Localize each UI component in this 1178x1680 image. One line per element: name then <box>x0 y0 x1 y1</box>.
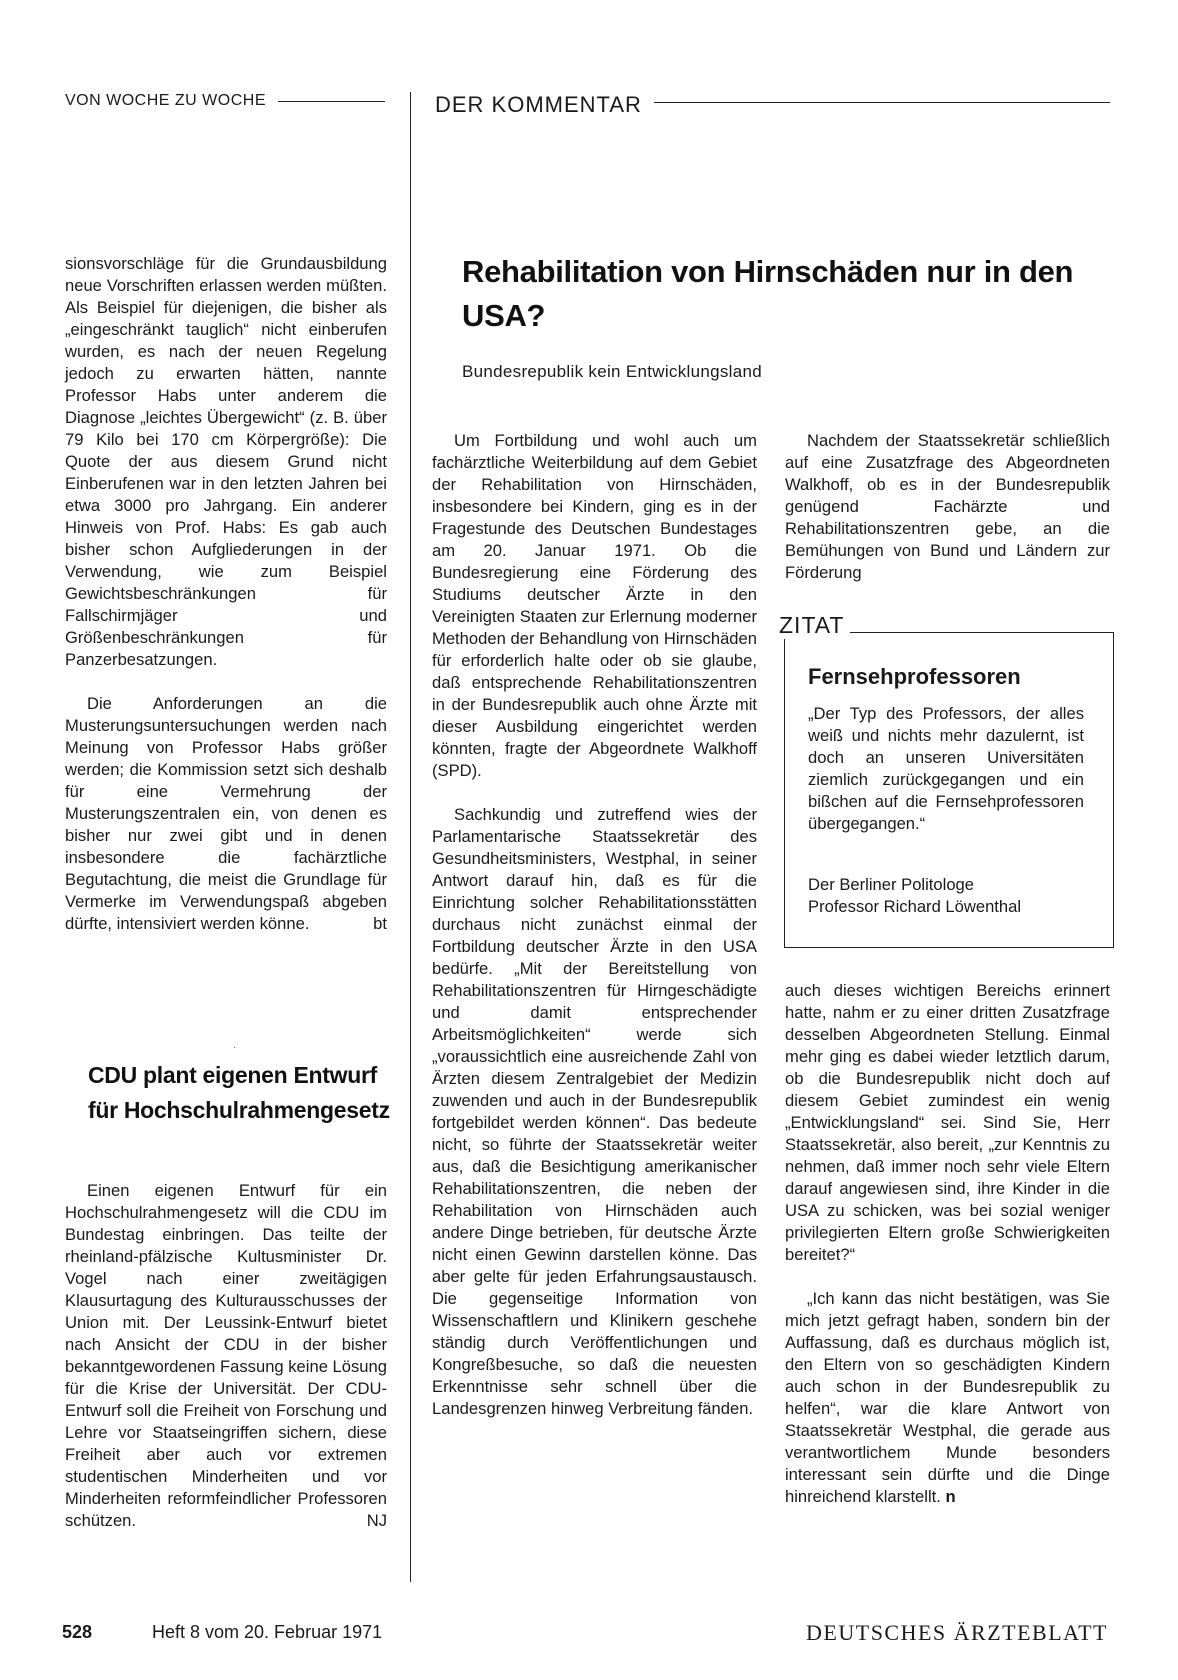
header-rule-left <box>278 101 385 102</box>
paragraph-left-1: sionsvorschläge für die Grundausbildung neue Vorschriften erlassen werden müßten. Als Beispiel für diejenigen, die bisher als „eingeschränkt tauglich“ nicht einberufen wurden, es nach der neuen Regelung jedoch zu erwarten hätten, nannte Professor Habs unter anderem die Diagnose „leichtes Übergewicht“ (z. B. über 79 Kilo bei 170 cm Körpergröße): Die Quote der aus diesem Grund nicht Einberufenen war in den letzten Jahren bei etwa 3000 pro Jahrgang. Ein anderer Hinweis von Prof. Habs: Es gab auch bisher schon Aufgliederungen in der Verwendung, wie zum Beispiel Gewichtsbeschränkungen für Fallschirmjäger und Größenbeschränkungen für Panzerbesatzungen. <box>65 254 387 669</box>
article-paragraph-5 <box>785 1288 1110 1508</box>
article-paragraph-2: Sachkundig und zutreffend wies der Parlamentarische Staatssekretär des Gesundheitsministers, Westphal, in seiner Antwort darauf hin, daß es für die Einrichtung solcher Rehabilitationsstätten durchaus nicht zunächst einmal der Fortbildung deutscher Ärzte in den USA bedürfe. „Mit der Bereitstellung von Rehabilitationszentren für Hirngeschädigte und damit entsprechender Arbeitsmöglichkeiten“ werde sich „voraussichtlich eine ausreichende Zahl von Ärzten diesem Zentralgebiet der Medizin zuwenden und auch in der Bundesrepublik fortgebildet werden können“. Das bedeute nicht, so führte der Staatssekretär weiter aus, daß die Besichtigung amerikanischer Rehabilitationszentren, die neben der Rehabilitation von Hirnschäden auch andere Dinge betrieben, für deutsche Ärzte nicht einen Gewinn darstellen könne. Das aber gelte für jeden Erfahrungsaustausch. Die gegenseitige Information von Wissenschaftlern und Klinikern geschehe ständig durch Veröffentlichungen und Kongreßbesuche, so daß die neuesten Erkenntnisse sehr schnell über die Landesgrenzen hinweg Verbreitung fänden. <box>432 805 757 1418</box>
footer-page-number: 528 <box>62 1622 93 1642</box>
section-header-right <box>435 92 1110 118</box>
article-paragraph-1: Um Fortbildung und wohl auch um fachärztliche Weiterbildung auf dem Gebiet der Rehabilitation von Hirnschäden, insbesondere bei Kindern, ging es in der Fragestunde des Deutschen Bundestages am 20. Januar 1971. Ob die Bundesregierung eine Förderung des Studiums deutscher Ärzte in den Vereinigten Staaten zur Erlernung moderner Methoden der Behandlung von Hirnschäden für erforderlich halte oder ob sie glaube, daß entsprechende Rehabilitationszentren in der Bundesrepublik auch ohne Ärzte mit dieser Ausbildung eingerichtet werden könnten, fragte der Abgeordnete Walkhoff (SPD). <box>432 431 757 780</box>
paragraph-left-2-text: Die Anforderungen an die Musterungsuntersuchungen werden nach Meinung von Professor Habs größer werden; die Kommission setzt sich deshalb für eine Vermehrung der Musterungszentralen ein, von denen es bisher nur zwei gibt und in denen insbesondere die fachärztliche Begutachtung, die meist die Grundlage für Vermerke im Verwendungspaß abgeben dürfte, intensiviert werden könne. <box>65 694 387 933</box>
article-column-right-bottom <box>785 980 1110 1508</box>
zitat-author <box>808 874 1098 918</box>
footer-journal-name: DEUTSCHES ÄRZTEBLATT <box>806 1620 1108 1645</box>
article-subtitle: Bundesrepublik kein Entwicklungsland <box>462 362 762 381</box>
left-column-continued <box>65 253 387 935</box>
article-column-middle <box>432 430 757 1420</box>
zitat-author-line-1: Der Berliner Politologe <box>808 875 975 894</box>
stray-mark: · <box>233 1042 237 1053</box>
end-mark: n <box>945 1487 956 1506</box>
article-paragraph-3: Nachdem der Staatssekretär schließlich auf eine Zusatzfrage des Abgeordneten Walkhoff, ob es in der Bundesrepublik genügend Fachärzte und Rehabilitationszentren gebe, an die Bemühungen von Bund und Ländern zur Förderung <box>785 431 1110 582</box>
article-paragraph-4: auch dieses wichtigen Bereichs erinnert hatte, nahm er zu einer dritten Zusatzfrage desselben Abgeordneten Stellung. Einmal mehr ging es dabei wieder letztlich darum, ob die Bundesrepublik nicht doch auf diesem Gebiet zumindest ein wenig „Entwicklungsland“ sei. Sind Sie, Herr Staatssekretär, also bereit, „zur Kenntnis zu nehmen, daß immer noch sehr viele Eltern darauf angewiesen sind, ihre Kinder in die USA zu schicken, was bei sozial weniger privilegierten Eltern große Schwierigkeiten bereitet?“ <box>785 981 1110 1264</box>
section-label-kommentar: DER KOMMENTAR <box>435 92 642 117</box>
zitat-label: ZITAT <box>775 612 850 639</box>
zitat-quote: „Der Typ des Professors, der alles weiß und nichts mehr dazulernt, ist doch an unseren Universitäten ziemlich zurückgegangen und ein bißchen auf die Fernsehprofessoren übergegangen.“ <box>808 704 1084 833</box>
author-signature-bt: bt <box>373 914 387 933</box>
cdu-paragraph <box>65 1180 387 1532</box>
article-paragraph-5-text: „Ich kann das nicht bestätigen, was Sie mich jetzt gefragt haben, sondern bin der Auffassung, daß es durchaus möglich ist, den Eltern von so geschädigten Kindern auch schon in der Bundesrepublik zu helfen“, war die klare Antwort von Staatssekretär Westphal, die gerade aus verantwortlichem Munde besonders interessant sein dürfte und die Dinge hinreichend klarstellt. <box>785 1289 1110 1506</box>
cdu-article <box>65 1180 387 1532</box>
header-rule-right <box>654 102 1110 103</box>
zitat-title: Fernsehprofessoren <box>808 664 1021 689</box>
article-title: Rehabilitation von Hirnschäden nur in den USA? <box>462 254 1074 333</box>
author-signature-nj: NJ <box>366 1511 387 1530</box>
footer-issue: Heft 8 vom 20. Februar 1971 <box>152 1622 383 1642</box>
cdu-paragraph-text: Einen eigenen Entwurf für ein Hochschulrahmengesetz will die CDU im Bundestag einbringen. Das teilte der rheinland-pfälzische Kultusminister Dr. Vogel nach einer zweitägigen Klausurtagung des Kulturausschusses der Union mit. Der Leussink-Entwurf bietet nach Ansicht der CDU in der bisher bekanntgewordenen Fassung keine Lösung für die Krise der Universität. Der CDU-Entwurf soll die Freiheit von Forschung und Lehre vor Staatseingriffen sichern, diese Freiheit aber auch vor extremen studentischen Minderheiten und vor Minderheiten reformfeindlicher Professoren schützen. <box>65 1181 387 1530</box>
section-header-left <box>65 92 385 110</box>
paragraph-left-2 <box>65 693 387 935</box>
article-column-right-top <box>785 430 1110 584</box>
cdu-headline: CDU plant eigenen Entwurf für Hochschulrahmengesetz <box>88 1062 390 1123</box>
zitat-author-line-2: Professor Richard Löwenthal <box>808 897 1022 916</box>
column-divider <box>410 92 411 1582</box>
section-label-von-woche: VON WOCHE ZU WOCHE <box>65 92 266 109</box>
